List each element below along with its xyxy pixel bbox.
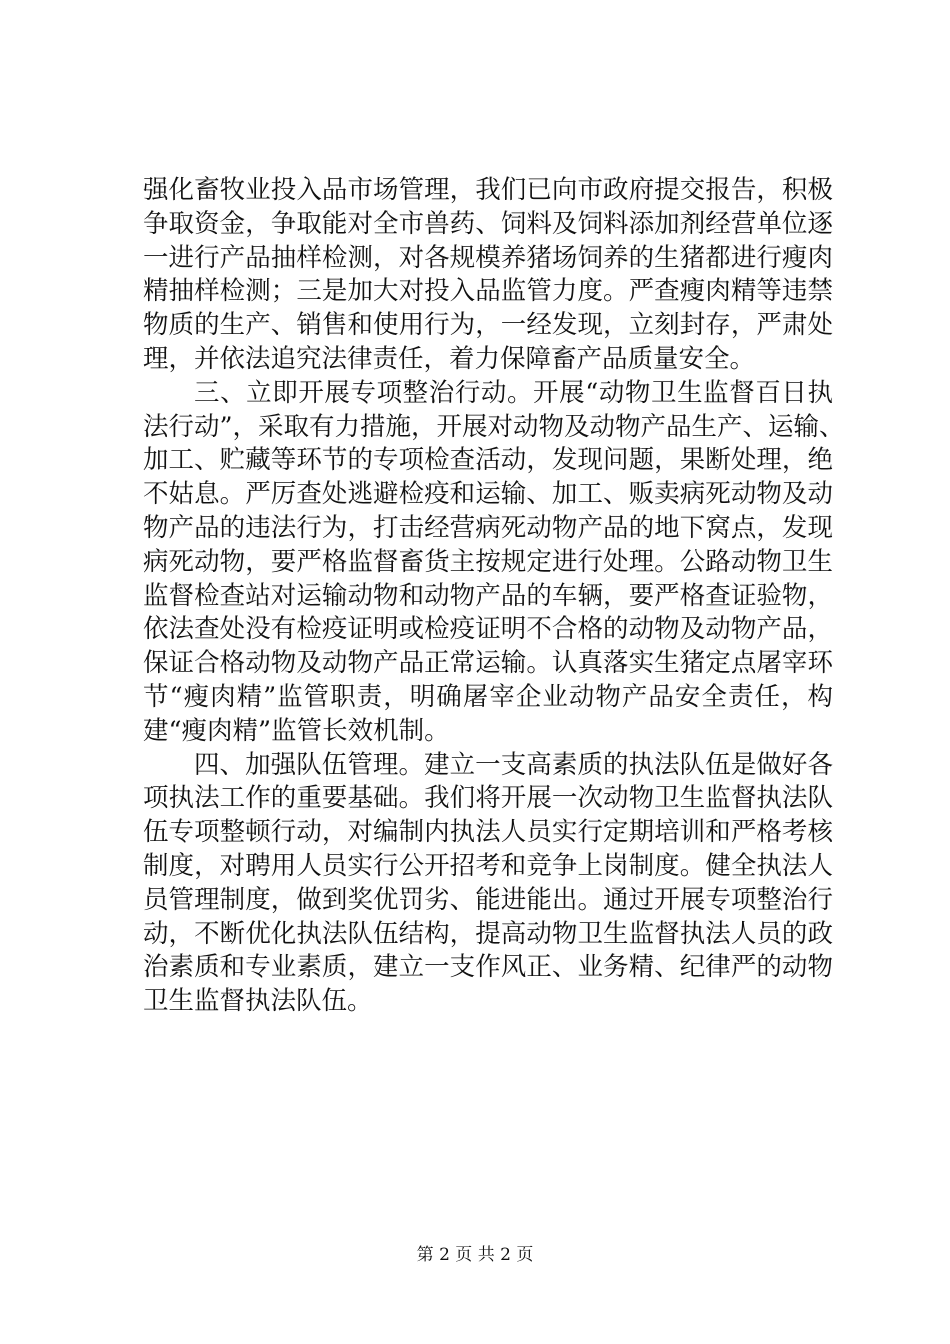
text-line: 争取资金，争取能对全市兽药、饲料及饲料添加剂经营单位逐	[143, 208, 833, 239]
text-line: 不姑息。严厉查处逃避检疫和运输、加工、贩卖病死动物及动	[143, 479, 833, 510]
text-line: 节“瘦肉精”监管职责，明确屠宰企业动物产品安全责任，构	[143, 681, 833, 712]
text-line: 物质的生产、销售和使用行为，一经发现，立刻封存，严肃处	[143, 310, 833, 341]
text-line: 物产品的违法行为，打击经营病死动物产品的地下窝点，发现	[143, 512, 833, 543]
text-line: 制度，对聘用人员实行公开招考和竞争上岗制度。健全执法人	[143, 850, 833, 881]
text-line: 四、加强队伍管理。建立一支高素质的执法队伍是做好各	[194, 749, 833, 780]
text-line: 保证合格动物及动物产品正常运输。认真落实生猪定点屠宰环	[143, 648, 833, 679]
text-line: 理，并依法追究法律责任，着力保障畜产品质量安全。	[143, 343, 756, 374]
text-line: 员管理制度，做到奖优罚劣、能进能出。通过开展专项整治行	[143, 884, 833, 915]
text-line: 卫生监督执法队伍。	[143, 986, 373, 1017]
text-line: 治素质和专业素质，建立一支作风正、业务精、纪律严的动物	[143, 952, 833, 983]
text-line: 伍专项整顿行动，对编制内执法人员实行定期培训和严格考核	[143, 817, 833, 848]
page-footer: 第 2 页 共 2 页	[416, 1245, 534, 1265]
text-line: 动，不断优化执法队伍结构，提高动物卫生监督执法人员的政	[143, 918, 833, 949]
text-line: 强化畜牧业投入品市场管理，我们已向市政府提交报告，积极	[143, 175, 833, 205]
text-line: 监督检查站对运输动物和动物产品的车辆，要严格查证验物，	[143, 580, 833, 611]
text-line: 病死动物，要严格监督畜货主按规定进行处理。公路动物卫生	[143, 546, 833, 577]
text-line: 法行动”，采取有力措施，开展对动物及动物产品生产、运输、	[143, 411, 845, 442]
text-line: 精抽样检测；三是加大对投入品监管力度。严查瘦肉精等违禁	[143, 276, 833, 307]
text-line: 加工、贮藏等环节的专项检查活动，发现问题，果断处理，绝	[143, 445, 833, 476]
document-body	[143, 174, 845, 1019]
text-line: 三、立即开展专项整治行动。开展“动物卫生监督百日执	[194, 377, 833, 408]
text-line: 建“瘦肉精”监管长效机制。	[143, 715, 450, 746]
text-line: 一进行产品抽样检测，对各规模养猪场饲养的生猪都进行瘦肉	[143, 242, 833, 273]
text-line: 项执法工作的重要基础。我们将开展一次动物卫生监督执法队	[143, 783, 833, 814]
text-line: 依法查处没有检疫证明或检疫证明不合格的动物及动物产品，	[143, 614, 833, 645]
